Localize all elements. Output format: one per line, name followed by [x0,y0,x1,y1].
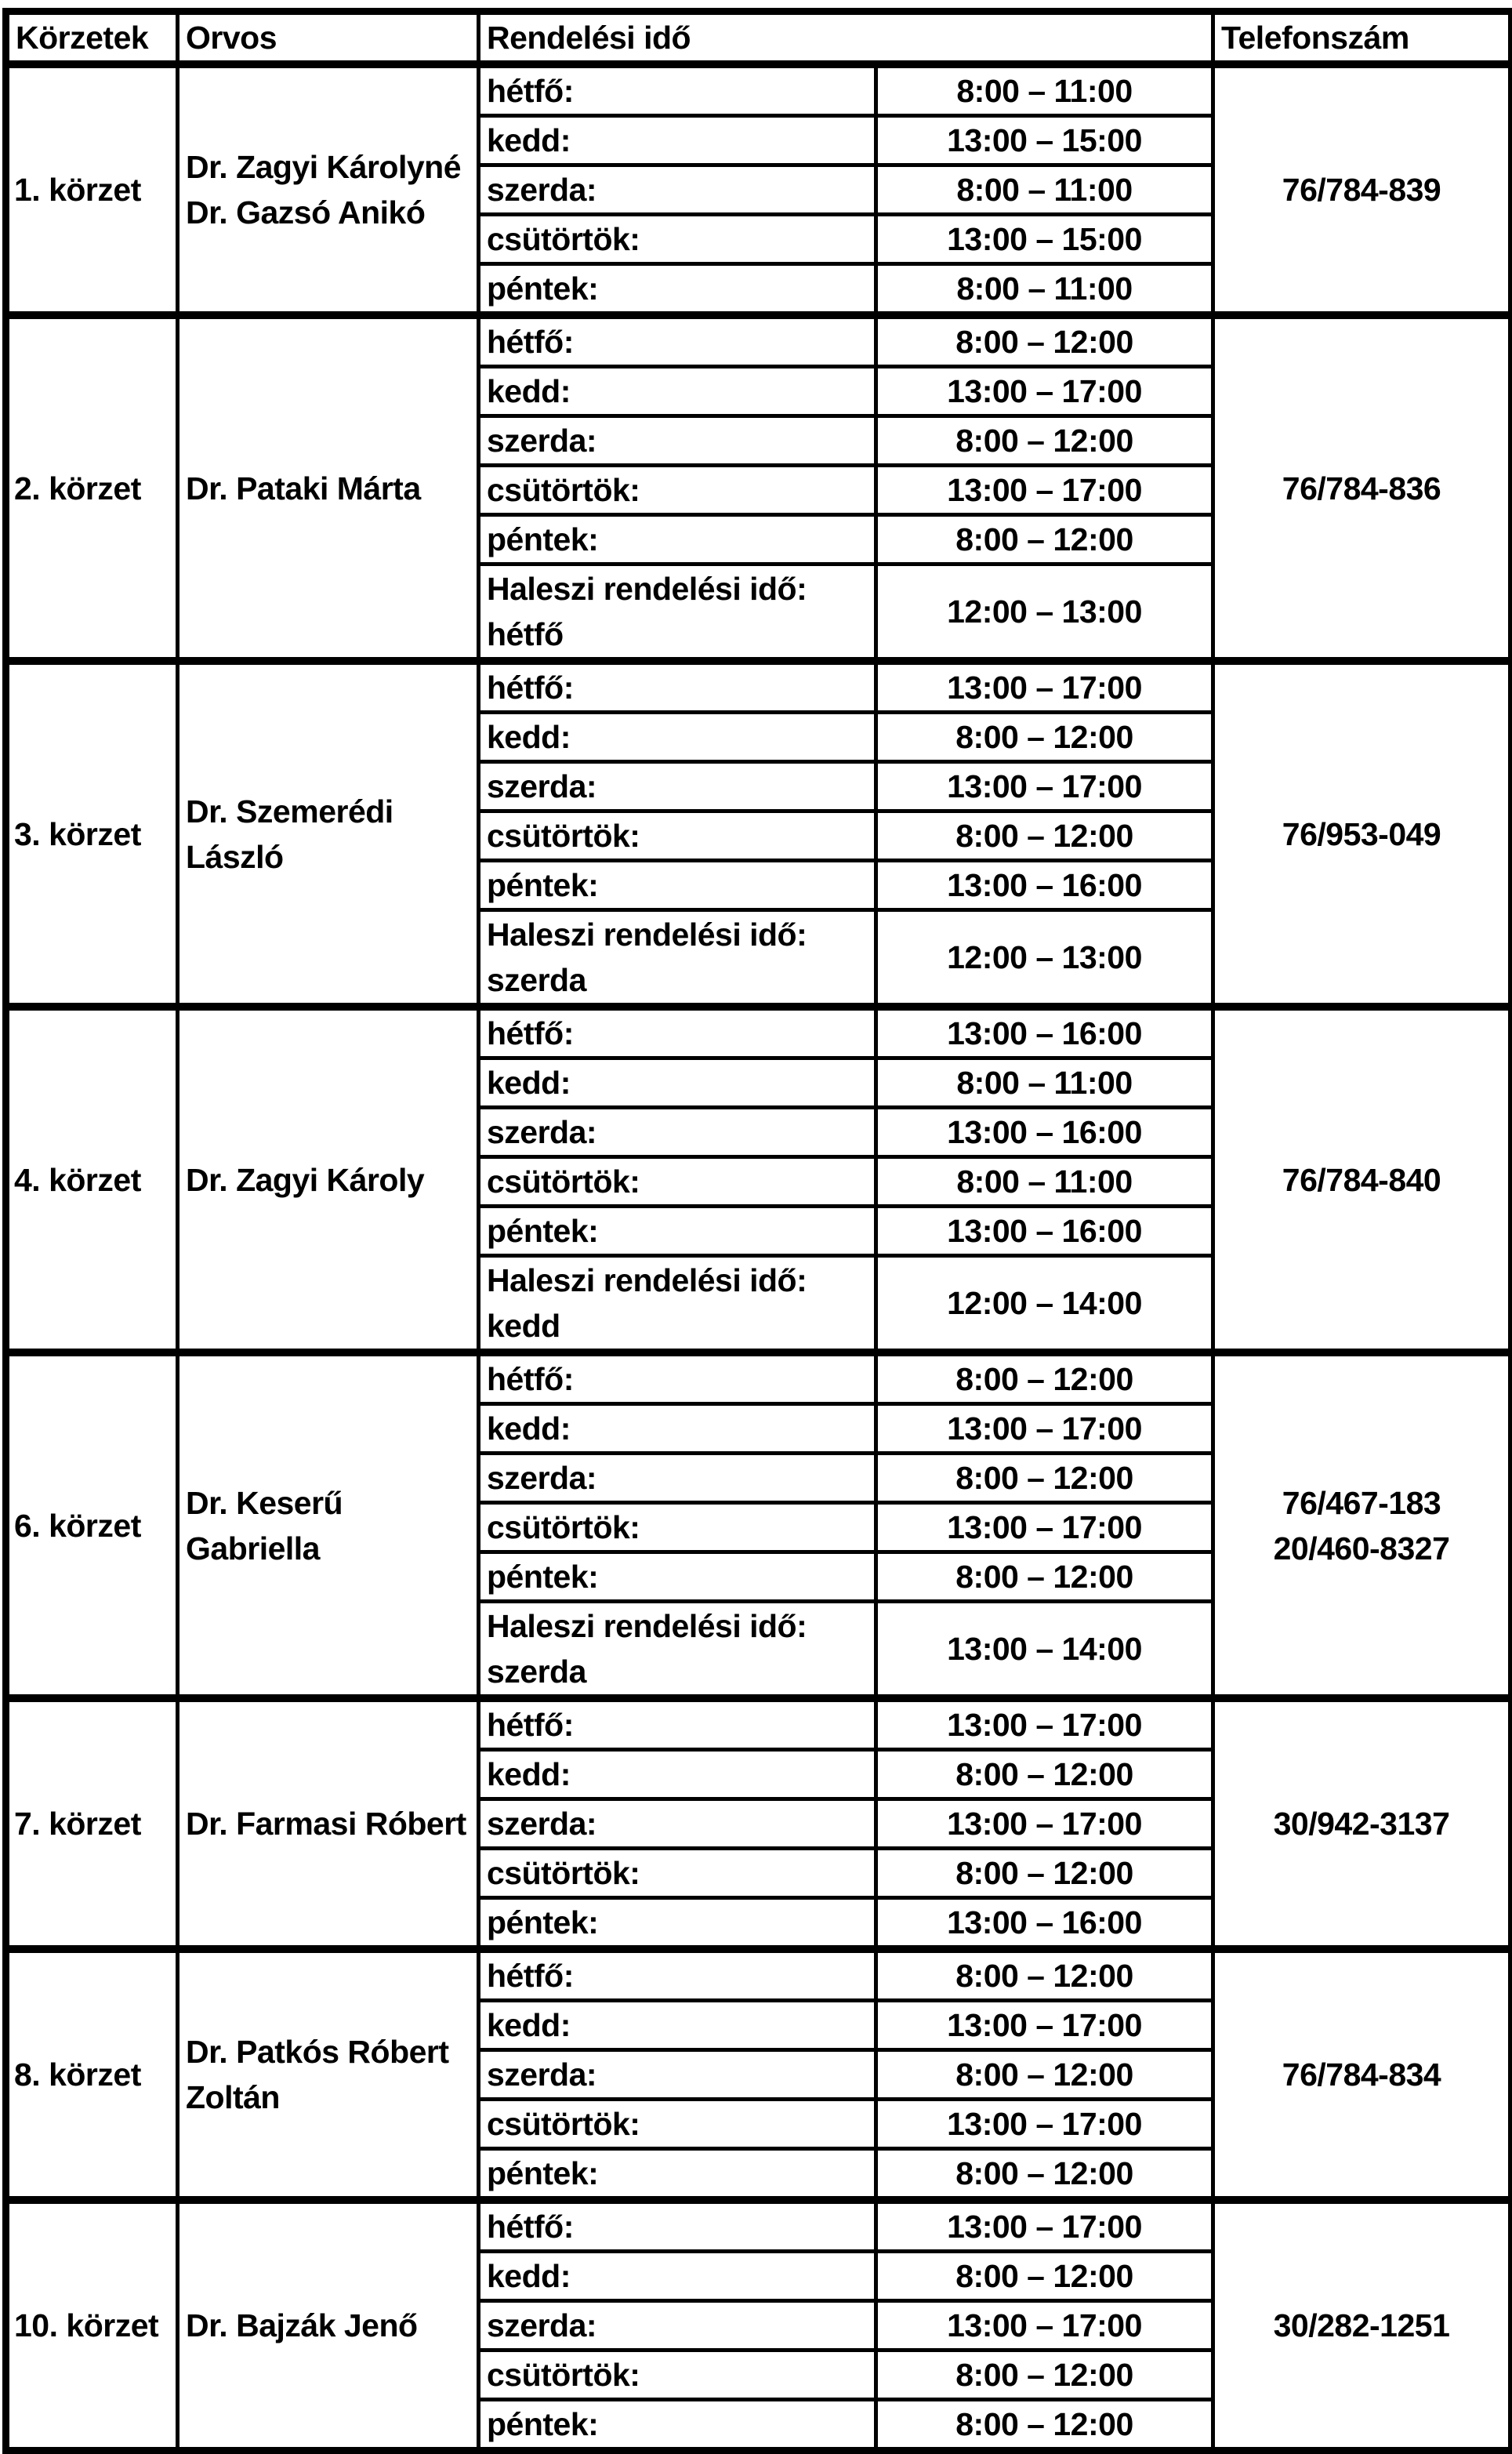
day-label-cell: hétfő: [479,1698,876,1750]
phone-number-line: 30/942-3137 [1273,1806,1450,1842]
time-range-cell: 8:00 – 12:00 [876,1552,1213,1602]
doctor-cell [178,1949,479,2200]
phone-number-cell [1213,1698,1512,1949]
halesz-label-line: Haleszi rendelési idő: [487,917,807,953]
day-label-cell: péntek: [479,1898,876,1950]
day-label-cell: kedd: [479,713,876,762]
day-label-cell: hétfő: [479,1007,876,1058]
district-name-cell: 8. körzet [6,1949,178,2200]
day-label-cell: szerda: [479,762,876,811]
doctor-name-line: László [186,838,284,875]
day-label-cell: kedd: [479,2001,876,2050]
doctor-name-line: Dr. Farmasi Róbert [186,1806,466,1842]
doctor-name-line: Gabriella [186,1530,320,1566]
district-name-cell: 2. körzet [6,315,178,661]
time-range-cell: 13:00 – 16:00 [876,1108,1213,1157]
day-label-cell: hétfő: [479,315,876,367]
day-label-cell: hétfő: [479,64,876,116]
time-range-cell: 13:00 – 17:00 [876,1503,1213,1552]
doctor-cell [178,661,479,1007]
time-range-cell: 8:00 – 12:00 [876,1454,1213,1503]
district-name-cell: 10. körzet [6,2200,178,2451]
schedule-body [6,64,1512,2451]
time-range-cell: 8:00 – 12:00 [876,315,1213,367]
doctor-name-line: Dr. Patkós Róbert [186,2034,449,2070]
day-label-cell: szerda: [479,2301,876,2351]
doctor-name-line: Dr. Szemerédi [186,793,393,829]
time-range-cell: 13:00 – 16:00 [876,861,1213,910]
day-label-cell: csütörtök: [479,811,876,861]
schedule-subrow [6,1949,1512,2001]
schedule-subrow [6,315,1512,367]
day-label-cell: csütörtök: [479,2351,876,2400]
district-name-cell: 6. körzet [6,1352,178,1698]
phone-number-line: 76/784-836 [1282,470,1441,506]
halesz-label-line: Haleszi rendelési idő: [487,1608,807,1644]
halesz-label-cell [479,1602,876,1699]
day-label-cell: hétfő: [479,1949,876,2001]
day-label-cell: kedd: [479,1750,876,1799]
time-range-cell: 13:00 – 17:00 [876,1799,1213,1849]
halesz-day-line: kedd [487,1308,560,1344]
doctor-name-line: Dr. Zagyi Károlyné [186,149,462,185]
district-name-cell: 4. körzet [6,1007,178,1352]
doctor-name-line: Dr. Pataki Márta [186,470,421,506]
day-label-cell: péntek: [479,1207,876,1256]
halesz-label-line: Haleszi rendelési idő: [487,1262,807,1298]
day-label-cell: csütörtök: [479,2100,876,2149]
district-name-cell: 1. körzet [6,64,178,315]
schedule-subrow [6,2200,1512,2252]
day-label-cell: péntek: [479,861,876,910]
day-label-cell: szerda: [479,1454,876,1503]
doctor-name-line: Zoltán [186,2079,280,2115]
day-label-cell: hétfő: [479,1352,876,1404]
time-range-cell: 8:00 – 12:00 [876,416,1213,466]
doctor-cell [178,315,479,661]
doctor-cell [178,1352,479,1698]
time-range-cell: 8:00 – 11:00 [876,1058,1213,1108]
time-range-cell: 13:00 – 16:00 [876,1898,1213,1950]
halesz-label-cell [479,910,876,1007]
time-range-cell: 8:00 – 12:00 [876,2351,1213,2400]
time-range-cell: 13:00 – 17:00 [876,2100,1213,2149]
time-range-cell: 8:00 – 12:00 [876,2252,1213,2301]
time-range-cell: 13:00 – 16:00 [876,1207,1213,1256]
schedule-subrow [6,1352,1512,1404]
phone-number-cell [1213,1352,1512,1698]
halesz-day-line: szerda [487,962,586,998]
doctor-cell [178,1698,479,1949]
time-range-cell: 8:00 – 12:00 [876,1352,1213,1404]
halesz-label-line: Haleszi rendelési idő: [487,571,807,607]
time-range-cell: 13:00 – 17:00 [876,2001,1213,2050]
doctor-name-line: Dr. Bajzák Jenő [186,2307,418,2343]
phone-number-line: 76/784-834 [1282,2056,1441,2093]
day-label-cell: szerda: [479,1108,876,1157]
time-range-cell: 13:00 – 17:00 [876,2301,1213,2351]
doctor-cell [178,2200,479,2451]
doctor-name-line: Dr. Zagyi Károly [186,1161,425,1198]
time-range-cell: 13:00 – 17:00 [876,661,1213,713]
time-range-cell: 8:00 – 12:00 [876,713,1213,762]
day-label-cell: kedd: [479,1404,876,1454]
phone-number-line: 76/953-049 [1282,815,1441,852]
doctor-name-line: Dr. Gazsó Anikó [186,194,426,231]
halesz-label-cell [479,564,876,662]
time-range-cell: 13:00 – 17:00 [876,1404,1213,1454]
time-range-cell: 13:00 – 17:00 [876,367,1213,416]
day-label-cell: kedd: [479,2252,876,2301]
time-range-cell: 8:00 – 11:00 [876,64,1213,116]
time-range-cell: 8:00 – 12:00 [876,515,1213,564]
doctor-cell [178,64,479,315]
phone-number-line: 76/784-840 [1282,1161,1441,1198]
day-label-cell: péntek: [479,264,876,316]
time-range-cell: 8:00 – 12:00 [876,1949,1213,2001]
halesz-time-cell: 12:00 – 13:00 [876,564,1213,662]
day-label-cell: csütörtök: [479,1503,876,1552]
header-telefonszam: Telefonszám [1213,12,1512,65]
day-label-cell: csütörtök: [479,1157,876,1207]
day-label-cell: szerda: [479,165,876,215]
time-range-cell: 8:00 – 12:00 [876,2400,1213,2451]
schedule-subrow [6,1007,1512,1058]
phone-number-line: 76/784-839 [1282,172,1441,208]
halesz-time-cell: 12:00 – 14:00 [876,1256,1213,1353]
phone-number-cell [1213,2200,1512,2451]
day-label-cell: péntek: [479,2149,876,2201]
day-label-cell: péntek: [479,1552,876,1602]
day-label-cell: csütörtök: [479,215,876,264]
halesz-day-line: szerda [487,1654,586,1690]
schedule-subrow [6,64,1512,116]
time-range-cell: 8:00 – 11:00 [876,264,1213,316]
day-label-cell: kedd: [479,1058,876,1108]
doctor-name-line: Dr. Keserű [186,1484,343,1521]
phone-number-cell [1213,1949,1512,2200]
phone-number-cell [1213,1007,1512,1352]
phone-number-line: 30/282-1251 [1273,2307,1450,2343]
day-label-cell: csütörtök: [479,466,876,515]
schedule-subrow [6,661,1512,713]
time-range-cell: 13:00 – 15:00 [876,116,1213,165]
schedule-table [2,8,1512,2454]
day-label-cell: szerda: [479,416,876,466]
time-range-cell: 13:00 – 17:00 [876,762,1213,811]
schedule-subrow [6,1698,1512,1750]
district-name-cell: 7. körzet [6,1698,178,1949]
day-label-cell: szerda: [479,1799,876,1849]
phone-number-cell [1213,64,1512,315]
day-label-cell: kedd: [479,367,876,416]
phone-number-cell [1213,315,1512,661]
header-row [6,12,1512,65]
day-label-cell: kedd: [479,116,876,165]
halesz-label-cell [479,1256,876,1353]
day-label-cell: hétfő: [479,661,876,713]
header-orvos: Orvos [178,12,479,65]
halesz-time-cell: 13:00 – 14:00 [876,1602,1213,1699]
district-name-cell: 3. körzet [6,661,178,1007]
halesz-day-line: hétfő [487,616,564,652]
halesz-time-cell: 12:00 – 13:00 [876,910,1213,1007]
time-range-cell: 8:00 – 11:00 [876,165,1213,215]
header-korzetek: Körzetek [6,12,178,65]
time-range-cell: 8:00 – 12:00 [876,2149,1213,2201]
time-range-cell: 13:00 – 16:00 [876,1007,1213,1058]
day-label-cell: csütörtök: [479,1849,876,1898]
header-rendelesi-ido: Rendelési idő [479,12,1213,65]
doctor-cell [178,1007,479,1352]
time-range-cell: 13:00 – 17:00 [876,1698,1213,1750]
day-label-cell: hétfő: [479,2200,876,2252]
phone-number-cell [1213,661,1512,1007]
day-label-cell: péntek: [479,2400,876,2451]
day-label-cell: péntek: [479,515,876,564]
time-range-cell: 8:00 – 11:00 [876,1157,1213,1207]
time-range-cell: 8:00 – 12:00 [876,2050,1213,2100]
time-range-cell: 13:00 – 17:00 [876,466,1213,515]
time-range-cell: 13:00 – 15:00 [876,215,1213,264]
time-range-cell: 8:00 – 12:00 [876,1849,1213,1898]
time-range-cell: 13:00 – 17:00 [876,2200,1213,2252]
day-label-cell: szerda: [479,2050,876,2100]
time-range-cell: 8:00 – 12:00 [876,811,1213,861]
phone-number-line: 76/467-183 [1282,1484,1441,1521]
phone-number-line: 20/460-8327 [1273,1530,1450,1566]
time-range-cell: 8:00 – 12:00 [876,1750,1213,1799]
